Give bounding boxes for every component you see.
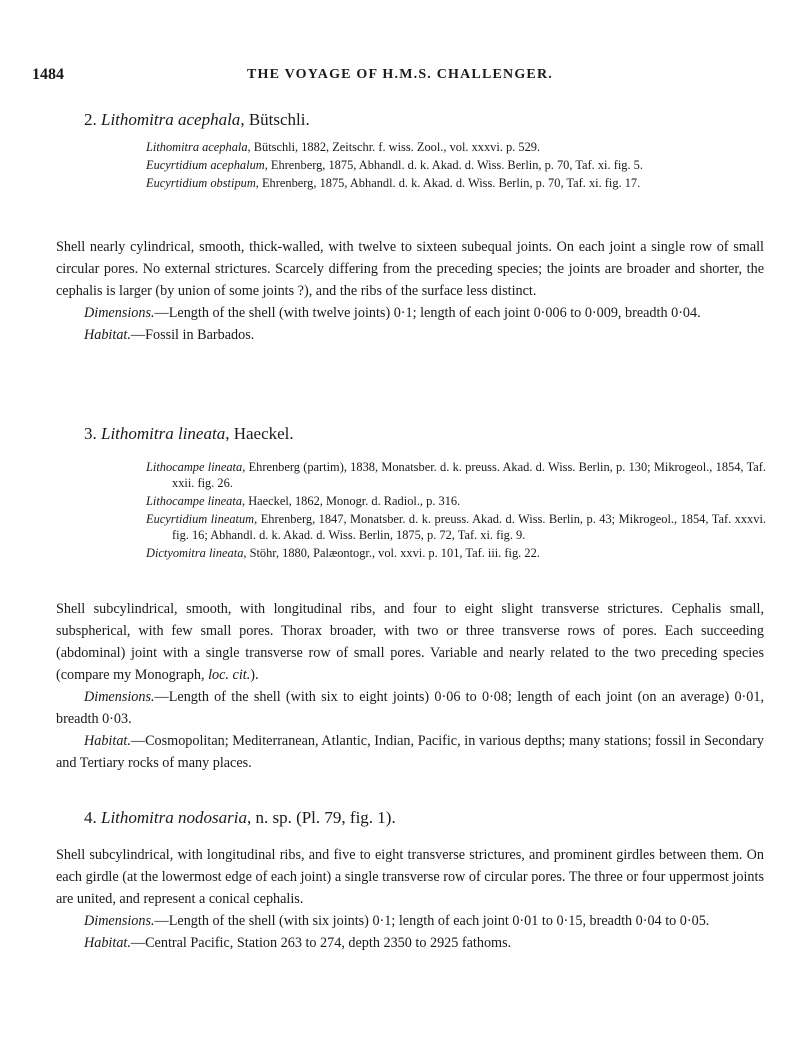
synonym-entry: [146, 139, 766, 155]
synonym-name: Lithocampe lineata: [146, 494, 243, 508]
habitat-text: —Fossil in Barbados.: [130, 327, 255, 343]
synonym-citation: , Bütschli, 1882, Zeitschr. f. wiss. Zool., vol. xxxvi. p. 529.: [247, 140, 541, 154]
synonym-name: Lithocampe lineata: [146, 460, 243, 474]
habitat-text: —Cosmopolitan; Mediterranean, Atlantic, Indian, Pacific, in various depths; many stations; fossil in Secondary and Tertiary rocks of many places.: [56, 733, 764, 771]
species-author: , Haeckel.: [225, 424, 294, 443]
synonym-entry: [146, 545, 766, 561]
synonym-citation: , Haeckel, 1862, Monogr. d. Radiol., p. 316.: [242, 494, 461, 508]
habitat-label: Habitat.: [84, 935, 131, 951]
dimensions-text: —Length of the shell (with six joints) 0·1; length of each joint 0·01 to 0·15, breadth 0·04 to 0·05.: [154, 913, 710, 929]
description: Shell nearly cylindrical, smooth, thick-walled, with twelve to sixteen subequal joints. On each joint a single row of small circular pores. No external strictures. Scarcely differing from the preceding species; the joints are broader and shorter, the cephalis is larger (by union of some joints ?), and the ribs of the surface less distinct.: [56, 239, 764, 299]
dimensions-text: —Length of the shell (with twelve joints) 0·1; length of each joint 0·006 to 0·009, breadth 0·04.: [154, 305, 701, 321]
habitat: [56, 324, 764, 346]
synonym-citation: , Ehrenberg, 1875, Abhandl. d. k. Akad. d. Wiss. Berlin, p. 70, Taf. xi. fig. 17.: [255, 176, 641, 190]
species-body-4: [56, 844, 764, 954]
species-name: Lithomitra nodosaria: [101, 808, 247, 827]
synonym-citation: , Ehrenberg, 1847, Monatsber. d. k. preuss. Akad. d. Wiss. Berlin, p. 43; Mikrogeol., 1854, Taf. xxxvi. fig. 16; Abhandl. d. k. Akad. d. Wiss. Berlin, 1875, p. 72, Taf. xi. fig. 9.: [172, 512, 766, 542]
dimensions: [56, 686, 764, 730]
synonym-name: Lithomitra acephala: [146, 140, 248, 154]
synonym-entry: [146, 157, 766, 173]
habitat: [56, 730, 764, 774]
species-heading-2: [84, 110, 310, 130]
dimensions-label: Dimensions.: [84, 305, 155, 321]
species-author: , n. sp. (Pl. 79, fig. 1).: [246, 808, 396, 827]
synonym-entry: [146, 511, 766, 543]
species-number: 2.: [84, 110, 97, 129]
habitat-label: Habitat.: [84, 733, 131, 749]
dimensions: [56, 910, 764, 932]
synonym-entry: [146, 493, 766, 509]
synonymy-2: [146, 139, 766, 193]
description: Shell subcylindrical, with longitudinal ribs, and five to eight transverse strictures, and prominent girdles between them. On each girdle (at the lowermost edge of each joint) a single transverse row of circular pores. The three or four uppermost joints are united, and represent a conical cephalis.: [56, 847, 764, 907]
synonym-entry: [146, 459, 766, 491]
habitat-text: —Central Pacific, Station 263 to 274, depth 2350 to 2925 fathoms.: [130, 935, 512, 951]
habitat-label: Habitat.: [84, 327, 131, 343]
description-text: Shell subcylindrical, smooth, with longitudinal ribs, and four to eight slight transverse strictures. Cephalis small, subspherical, with few small pores. Thorax broader, with two or three transverse rows of pores. Each succeeding (abdominal) joint with a single transverse row of small pores. Variable and nearly related to the two preceding species (compare my Monograph,: [56, 601, 764, 683]
synonym-name: Eucyrtidium obstipum: [146, 176, 256, 190]
dimensions-label: Dimensions.: [84, 689, 155, 705]
synonym-name: Eucyrtidium acephalum: [146, 158, 265, 172]
page-header: [32, 66, 768, 90]
synonym-citation: , Ehrenberg, 1875, Abhandl. d. k. Akad. d. Wiss. Berlin, p. 70, Taf. xi. fig. 5.: [264, 158, 643, 172]
species-heading-4: [84, 808, 396, 828]
description-loc-cit: loc. cit.: [208, 667, 251, 683]
synonym-citation: , Stöhr, 1880, Palæontogr., vol. xxvi. p. 101, Taf. iii. fig. 22.: [243, 546, 540, 560]
synonym-name: Eucyrtidium lineatum: [146, 512, 255, 526]
dimensions-text: —Length of the shell (with six to eight joints) 0·06 to 0·08; length of each joint (on an average) 0·01, breadth 0·03.: [56, 689, 764, 727]
species-body-3: [56, 598, 764, 774]
synonymy-3: [146, 459, 766, 563]
page-number: 1484: [32, 66, 64, 83]
species-number: 3.: [84, 424, 97, 443]
species-name: Lithomitra acephala: [101, 110, 241, 129]
species-number: 4.: [84, 808, 97, 827]
species-body-2: [56, 236, 764, 346]
running-head: THE VOYAGE OF H.M.S. CHALLENGER.: [247, 67, 553, 82]
description-end: ).: [250, 667, 259, 683]
description: [56, 598, 764, 686]
synonym-entry: [146, 175, 766, 191]
synonym-citation: , Ehrenberg (partim), 1838, Monatsber. d. k. preuss. Akad. d. Wiss. Berlin, p. 130; Mikrogeol., 1854, Taf. xxii. fig. 26.: [172, 460, 767, 490]
species-author: , Bütschli.: [240, 110, 310, 129]
habitat: [56, 932, 764, 954]
dimensions: [56, 302, 764, 324]
species-name: Lithomitra lineata: [101, 424, 226, 443]
synonym-name: Dictyomitra lineata: [146, 546, 244, 560]
species-heading-3: [84, 424, 294, 444]
dimensions-label: Dimensions.: [84, 913, 155, 929]
